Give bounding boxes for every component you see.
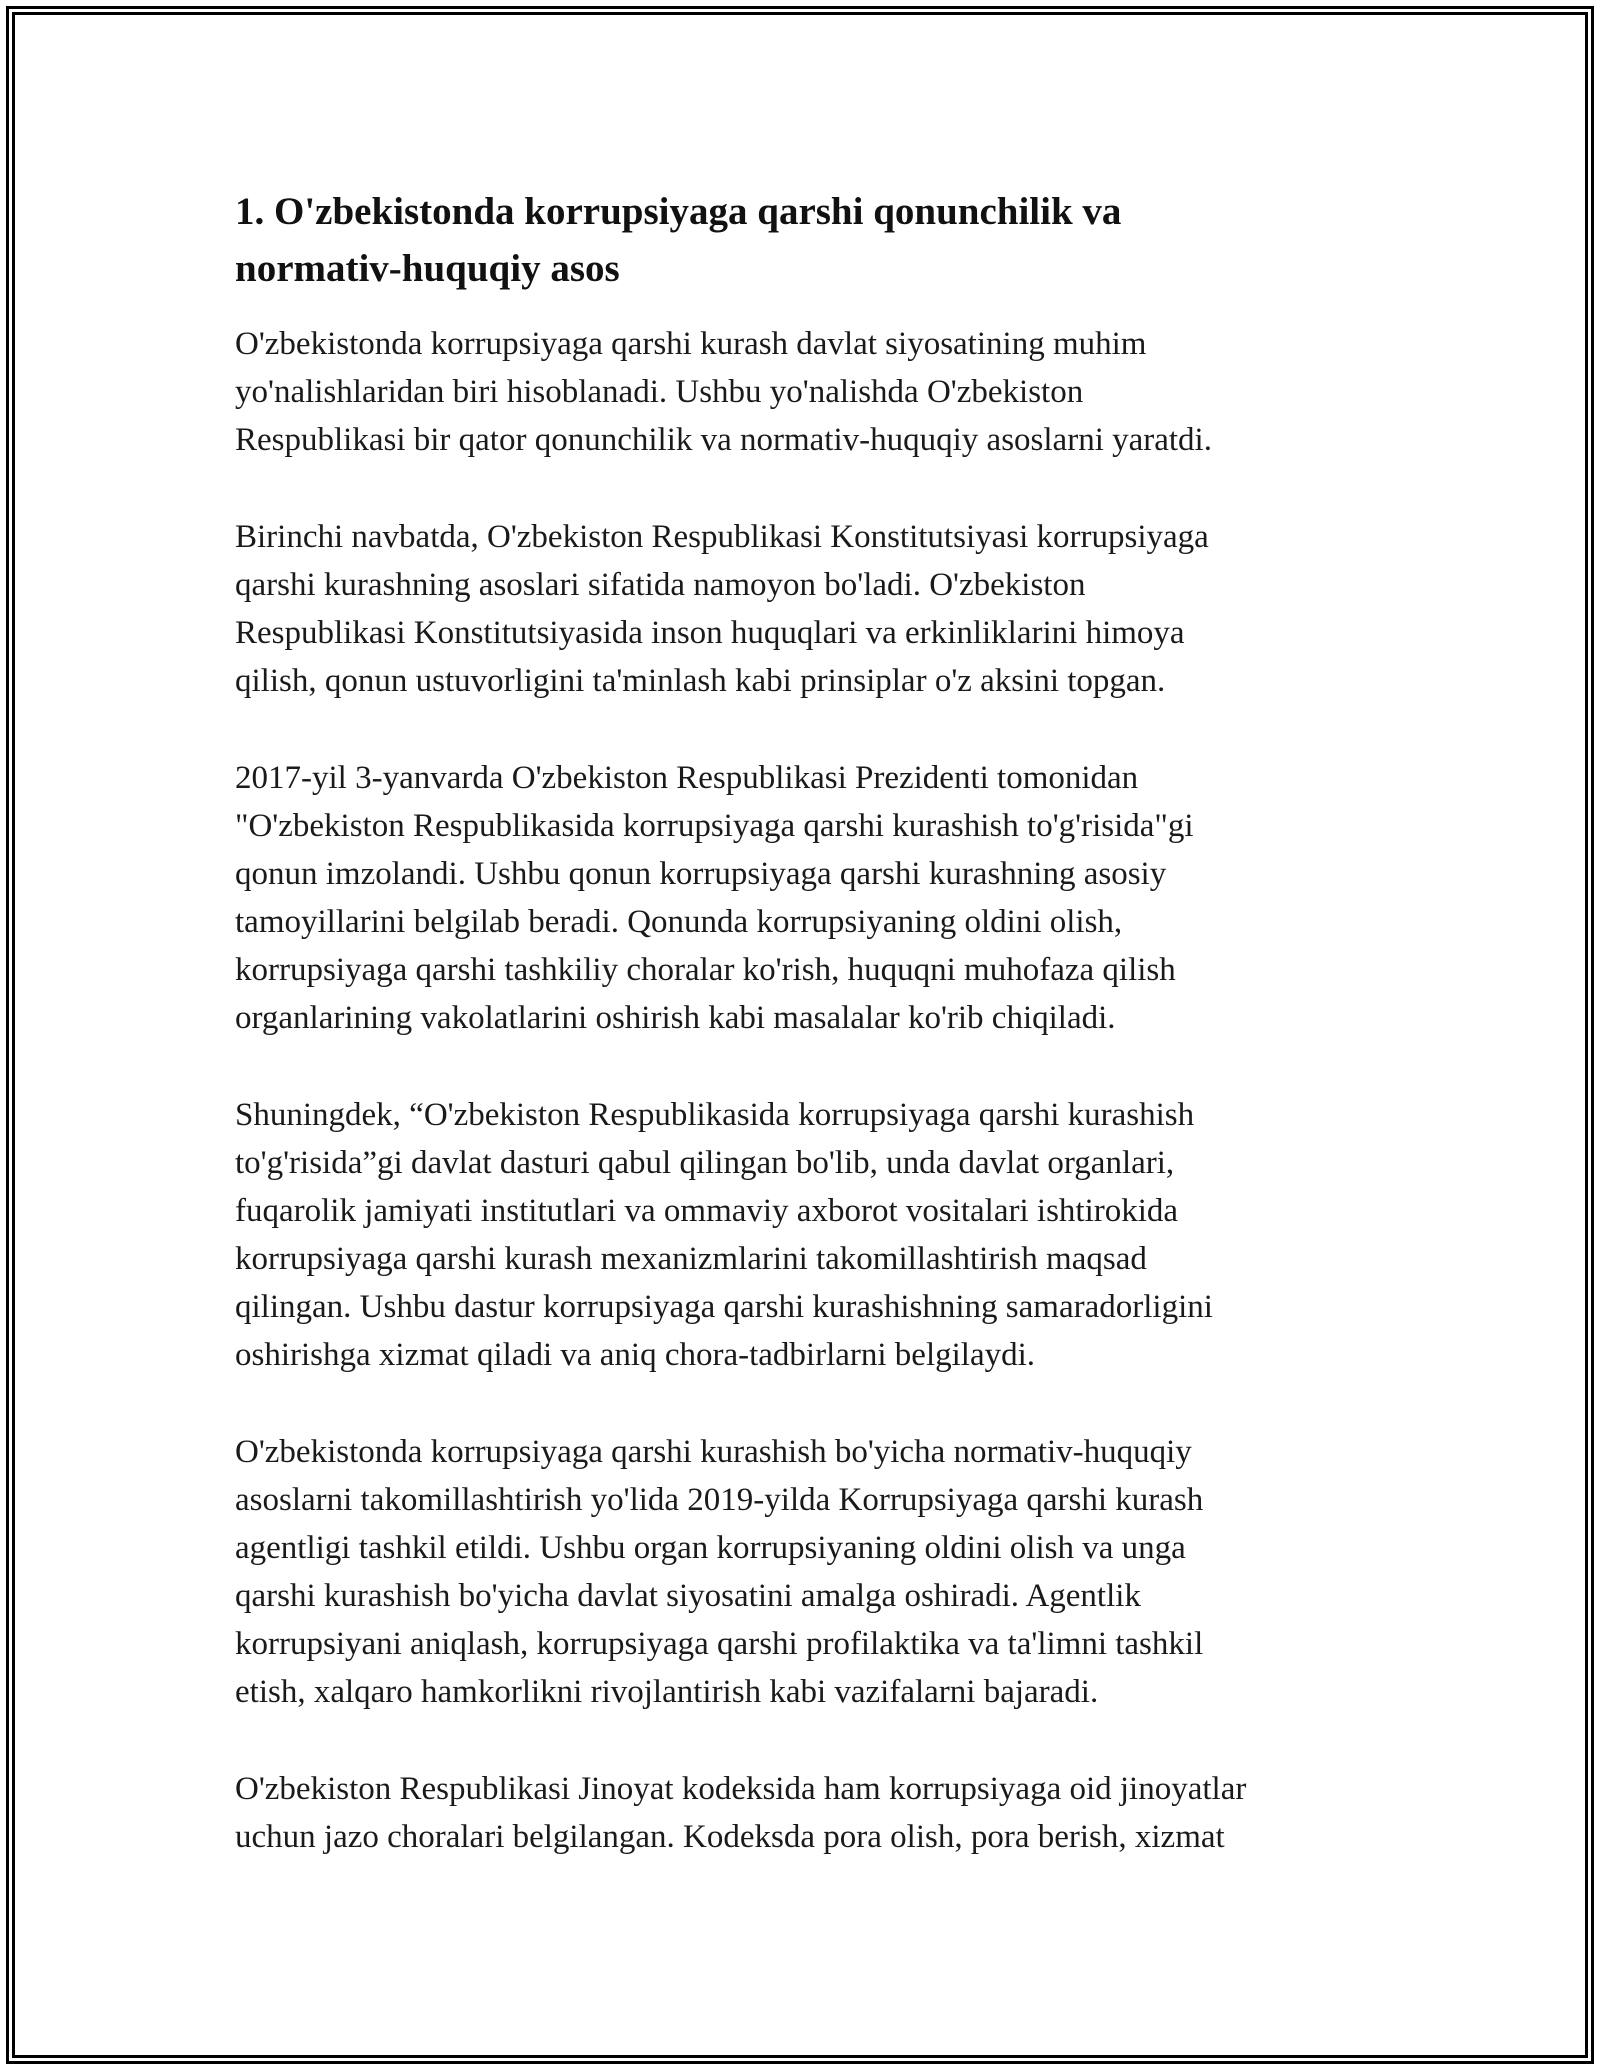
text-line: yo'nalishlaridan biri hisoblanadi. Ushbu yo'nalishda O'zbekiston [235, 374, 1084, 410]
text-line: oshirishga xizmat qiladi va aniq chora-tadbirlarni belgilaydi. [235, 1337, 1036, 1373]
text-line: "O'zbekiston Respublikasida korrupsiyaga qarshi kurashish to'g'risida"gi [235, 808, 1194, 844]
text-line: Respublikasi Konstitutsiyasida inson huquqlari va erkinliklarini himoya [235, 615, 1185, 651]
text-line: qonun imzolandi. Ushbu qonun korrupsiyaga qarshi kurashning asosiy [235, 856, 1167, 892]
paragraph-5 [235, 1428, 1365, 1716]
text-line: korrupsiyani aniqlash, korrupsiyaga qarshi profilaktika va ta'limni tashkil [235, 1626, 1204, 1662]
text-line: O'zbekistonda korrupsiyaga qarshi kurashish bo'yicha normativ-huquqiy [235, 1434, 1192, 1470]
text-line: O'zbekiston Respublikasi Jinoyat kodeksida ham korrupsiyaga oid jinoyatlar [235, 1771, 1247, 1807]
paragraph-6 [235, 1765, 1365, 1861]
text-line: qarshi kurashish bo'yicha davlat siyosatini amalga oshiradi. Agentlik [235, 1578, 1141, 1614]
title-line: 1. O'zbekistonda korrupsiyaga qarshi qonunchilik va [235, 190, 1122, 233]
paragraph-3 [235, 754, 1365, 1042]
text-line: Respublikasi bir qator qonunchilik va normativ-huquqiy asoslarni yaratdi. [235, 422, 1212, 458]
text-line: korrupsiyaga qarshi tashkiliy choralar ko'rish, huquqni muhofaza qilish [235, 952, 1176, 988]
paragraph-2 [235, 513, 1365, 705]
text-line: qilingan. Ushbu dastur korrupsiyaga qarshi kurashishning samaradorligini [235, 1289, 1213, 1325]
text-line: tamoyillarini belgilab beradi. Qonunda korrupsiyaning oldini olish, [235, 904, 1123, 940]
paragraph-4 [235, 1091, 1365, 1379]
text-line: to'g'risida”gi davlat dasturi qabul qilingan bo'lib, unda davlat organlari, [235, 1145, 1175, 1181]
text-line: qilish, qonun ustuvorligini ta'minlash kabi prinsiplar o'z aksini topgan. [235, 663, 1166, 699]
text-line: O'zbekistonda korrupsiyaga qarshi kurash davlat siyosatining muhim [235, 326, 1147, 362]
text-line: Birinchi navbatda, O'zbekiston Respublikasi Konstitutsiyasi korrupsiyaga [235, 519, 1209, 555]
text-line: fuqarolik jamiyati institutlari va ommaviy axborot vositalari ishtirokida [235, 1193, 1179, 1229]
text-line: asoslarni takomillashtirish yo'lida 2019-yilda Korrupsiyaga qarshi kurash [235, 1482, 1204, 1518]
text-line: Shuningdek, “O'zbekiston Respublikasida korrupsiyaga qarshi kurashish [235, 1097, 1195, 1133]
paragraph-1 [235, 320, 1365, 464]
text-line: 2017-yil 3-yanvarda O'zbekiston Respublikasi Prezidenti tomonidan [235, 760, 1139, 796]
text-line: uchun jazo choralari belgilangan. Kodeksda pora olish, pora berish, xizmat [235, 1819, 1225, 1855]
text-line: agentligi tashkil etildi. Ushbu organ korrupsiyaning oldini olish va unga [235, 1530, 1186, 1566]
section-title [235, 183, 1365, 297]
title-line: normativ-huquqiy asos [235, 247, 620, 290]
text-line: etish, xalqaro hamkorlikni rivojlantirish kabi vazifalarni bajaradi. [235, 1674, 1099, 1710]
document-body [235, 183, 1365, 1910]
text-line: qarshi kurashning asoslari sifatida namoyon bo'ladi. O'zbekiston [235, 567, 1086, 603]
text-line: korrupsiyaga qarshi kurash mexanizmlarini takomillashtirish maqsad [235, 1241, 1147, 1277]
text-line: organlarining vakolatlarini oshirish kabi masalalar ko'rib chiqiladi. [235, 1000, 1116, 1036]
